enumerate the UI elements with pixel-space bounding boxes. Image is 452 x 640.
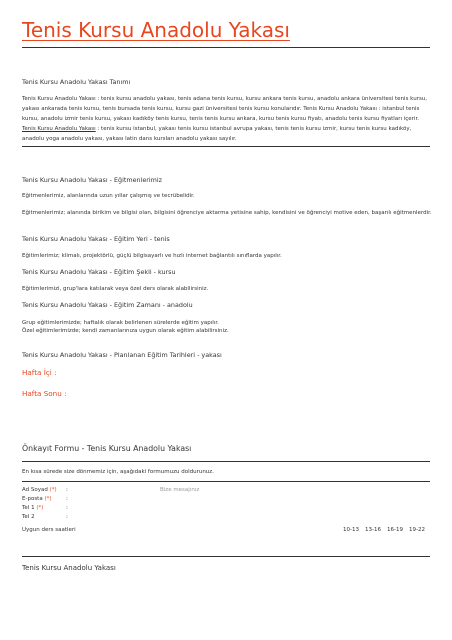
time-line-2: Özel eğitimlerimizde; kendi zamanlarınıza uygun olarak eğitim alabilirsiniz. xyxy=(22,328,229,334)
trainers-p2: Eğitmenlerimiz; alanında birikim ve bilgisi olan, bilgisini öğrenciye aktarma yetisine sahip, kendisini ve öğrenciyi motive eden, başarılı eğitmenlerdir. xyxy=(22,210,432,216)
field-tel1[interactable] xyxy=(22,505,43,511)
time-heading: Tenis Kursu Anadolu Yakası - Eğitim Zamanı - anadolu xyxy=(22,301,193,309)
message-textarea[interactable]: Bize mesajınız xyxy=(160,487,200,493)
field-tel2-label: Tel 2 xyxy=(22,514,35,520)
trainers-p1: Eğitmenlerimiz, alanlarında uzun yıllar çalışmış ve tecrübelidir. xyxy=(22,193,195,199)
field-tel1-required: (*) xyxy=(36,505,44,511)
footer-divider xyxy=(22,556,430,557)
definition-text-2: : tenis kursu istanbul, yakası tenis kursu istanbul avrupa yakası, tenis tenis kursu izmir, kursu tenis kursu kadıköy, anadolu yoga anadolu yakası, yakası latin dans kursları anadolu yakası sayılır. xyxy=(22,126,412,142)
definition-text-1: Tenis Kursu Anadolu Yakası : tenis kursu anadolu yakası, tenis adana tenis kursu, kursu ankara tenis kursu, anadolu ankara üniversitesi tenis kursu, yakası ankarada tenis kursu, tenis bursada tenis kursu, kursu gazi üniversitesi tenis kursu konularıdır. Tenis Kursu Anadolu Yakası : istanbul tenis kursu, anadolu izmir tenis kursu, yakası kadıköy tenis kursu, tenis tenis kursu ankara, kursu tenis kursu fiyatı, anadolu tenis kursu fiyatları içerir. xyxy=(22,96,428,122)
form-of-training-text: Eğitimlerimizi, grup'lara katılarak veya özel ders olarak alabilirsiniz. xyxy=(22,286,209,292)
weekend-label: Hafta Sonu : xyxy=(22,389,67,398)
definition-link[interactable]: Tenis Kursu Anadolu Yakası xyxy=(22,126,96,132)
hours-option-3[interactable]: 16-19 xyxy=(387,527,403,533)
place-heading: Tenis Kursu Anadolu Yakası - Eğitim Yeri - tenis xyxy=(22,235,170,243)
trainers-heading: Tenis Kursu Anadolu Yakası - Eğitmenlerimiz xyxy=(22,176,163,184)
field-tel2[interactable] xyxy=(22,514,35,520)
field-email-required: (*) xyxy=(44,496,52,502)
field-email-label: E-posta xyxy=(22,496,43,502)
time-line-1: Grup eğitimlerimizde; haftalık olarak belirlenen sürelerde eğitim yapılır. xyxy=(22,320,219,326)
weekday-label: Hafta İçi : xyxy=(22,368,57,377)
page-title[interactable]: Tenis Kursu Anadolu Yakası xyxy=(22,18,290,42)
form-intro-divider xyxy=(22,481,430,482)
field-name-sep: : xyxy=(66,487,68,493)
definition-divider xyxy=(22,146,430,147)
field-email[interactable] xyxy=(22,496,52,502)
title-divider xyxy=(22,47,430,48)
field-email-sep: : xyxy=(66,496,68,502)
definition-paragraph xyxy=(22,94,432,144)
field-tel1-label: Tel 1 xyxy=(22,505,35,511)
hours-label: Uygun ders saatleri xyxy=(22,527,76,533)
field-name-label: Ad Soyad xyxy=(22,487,48,493)
schedule-heading: Tenis Kursu Anadolu Yakası - Planlanan Eğitim Tarihleri - yakası xyxy=(22,351,222,359)
field-name[interactable] xyxy=(22,487,57,493)
form-divider xyxy=(22,461,430,462)
field-name-required: (*) xyxy=(49,487,57,493)
hours-option-1[interactable]: 10-13 xyxy=(343,527,359,533)
form-of-training-heading: Tenis Kursu Anadolu Yakası - Eğitim Şekli - kursu xyxy=(22,268,176,276)
field-tel1-sep: : xyxy=(66,505,68,511)
hours-option-4[interactable]: 19-22 xyxy=(409,527,425,533)
form-heading: Önkayıt Formu - Tenis Kursu Anadolu Yakası xyxy=(22,444,192,453)
hours-option-2[interactable]: 13-16 xyxy=(365,527,381,533)
definition-heading: Tenis Kursu Anadolu Yakası Tanımı xyxy=(22,78,131,86)
footer-heading: Tenis Kursu Anadolu Yakası xyxy=(22,564,116,572)
place-text: Eğitimlerimiz; klimalı, projektörlü, güçlü bilgisayarlı ve hızlı internet bağlantılı sınıflarda yapılır. xyxy=(22,253,282,259)
form-intro: En kısa sürede size dönmemiz için, aşağıdaki formumuzu doldurunuz. xyxy=(22,469,214,475)
field-tel2-sep: : xyxy=(66,514,68,520)
